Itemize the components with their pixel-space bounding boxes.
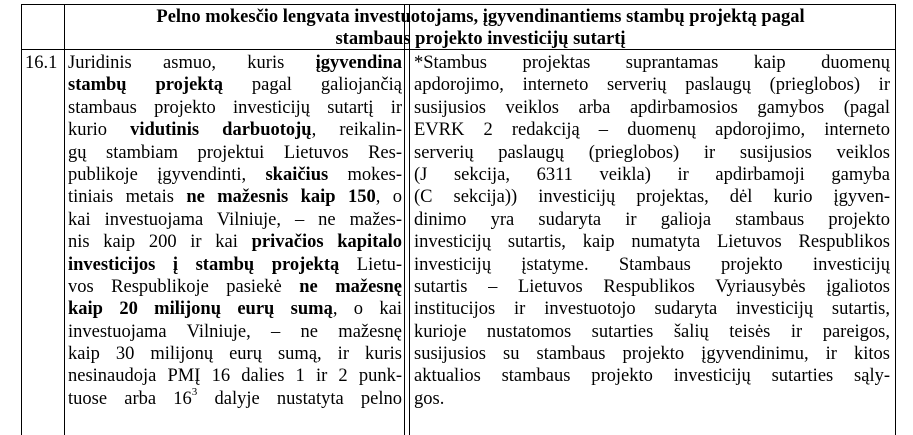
text-line: nis kaip 200 ir kai privačios kapitalo	[68, 232, 402, 253]
left-column-text	[68, 52, 402, 410]
column-divider-left	[404, 5, 405, 435]
text-line: investicijos į stambų projektą Lietu-	[68, 254, 402, 275]
text-line: institucijos ir investuotojo sudaryta investicijų sutartis,	[414, 299, 890, 320]
text-line: tiniais metais ne mažesnis kaip 150, o	[68, 187, 402, 208]
table	[21, 4, 896, 435]
column-divider-number	[64, 5, 65, 435]
text-line: kai investuojama Vilniuje, – ne mažes-	[68, 209, 402, 230]
text-line: gų stambiam projektui Lietuvos Res-	[68, 142, 402, 163]
right-column-text	[414, 52, 890, 410]
column-divider-right	[409, 5, 410, 435]
text-line: gos.	[414, 388, 445, 409]
text-line: kaip 30 milijonų eurų sumą, ir kuris	[68, 344, 402, 365]
text-line: stambų projektą pagal galiojančią	[68, 75, 402, 96]
text-line: vos Respublikoje pasiekė ne mažesnę	[68, 276, 402, 297]
text-line: aktualios stambaus projekto investicijų sutarties sąly-	[414, 366, 890, 387]
text-line: nesinaudoja PMĮ 16 dalies 1 ir 2 punk-	[68, 366, 402, 387]
table-title	[66, 7, 895, 52]
text-line: sutartis – Lietuvos Respublikos Vyriausybės įgaliotos	[414, 276, 890, 297]
text-line: publikoje įgyvendinti, skaičius mokes-	[68, 164, 402, 185]
row-number: 16.1	[25, 53, 58, 73]
text-line: serverių paslaugų (prieglobos) ir susijusios veiklos	[414, 142, 890, 163]
text-line: kurio vidutinis darbuotojų, reikalin-	[68, 120, 402, 141]
text-line: investicijų įstatyme. Stambaus projekto investicijų	[414, 254, 890, 275]
title-line-2: stambaus projekto investicijų sutartį	[335, 29, 626, 50]
text-line: (C sekcija)) investicijų projektas, dėl kurio įgyven-	[414, 187, 890, 208]
title-line-1: Pelno mokesčio lengvata investuotojams, įgyvendinantiems stambų projektą pagal	[156, 7, 805, 27]
text-line: susijusios su stambaus projekto įgyvendinimu, ir kitos	[414, 344, 890, 365]
text-line: kurioje nustatomos sutarties šalių teisės ir pareigos,	[414, 321, 890, 342]
text-line: investuojama Vilniuje, – ne mažesnę	[68, 321, 402, 342]
text-line: susijusios veiklos arba apdirbamosios gamybos (pagal	[414, 97, 890, 118]
text-line: (J sekcija, 6311 veikla) ir apdirbamoji gamyba	[414, 164, 890, 185]
text-line: kaip 20 milijonų eurų sumą, o kai	[68, 299, 402, 320]
text-line: apdorojimo, interneto serverių paslaugų (prieglobos) ir	[414, 75, 890, 96]
text-line: tuose arba $16^3$ dalyje nustatyta pelno	[68, 387, 402, 409]
text-line: dinimo yra sudaryta ir galioja stambaus projekto	[414, 209, 890, 230]
text-line: *Stambus projektas suprantamas kaip duomenų	[414, 53, 890, 73]
text-line: Juridinis asmuo, kuris įgyvendina	[68, 53, 402, 73]
text-line: EVRK 2 redakciją – duomenų apdorojimo, interneto	[414, 120, 890, 141]
text-line: investicijų sutartis, kaip numatyta Lietuvos Respublikos	[414, 232, 890, 253]
text-line: stambaus projekto investicijų sutartį ir	[68, 97, 402, 118]
